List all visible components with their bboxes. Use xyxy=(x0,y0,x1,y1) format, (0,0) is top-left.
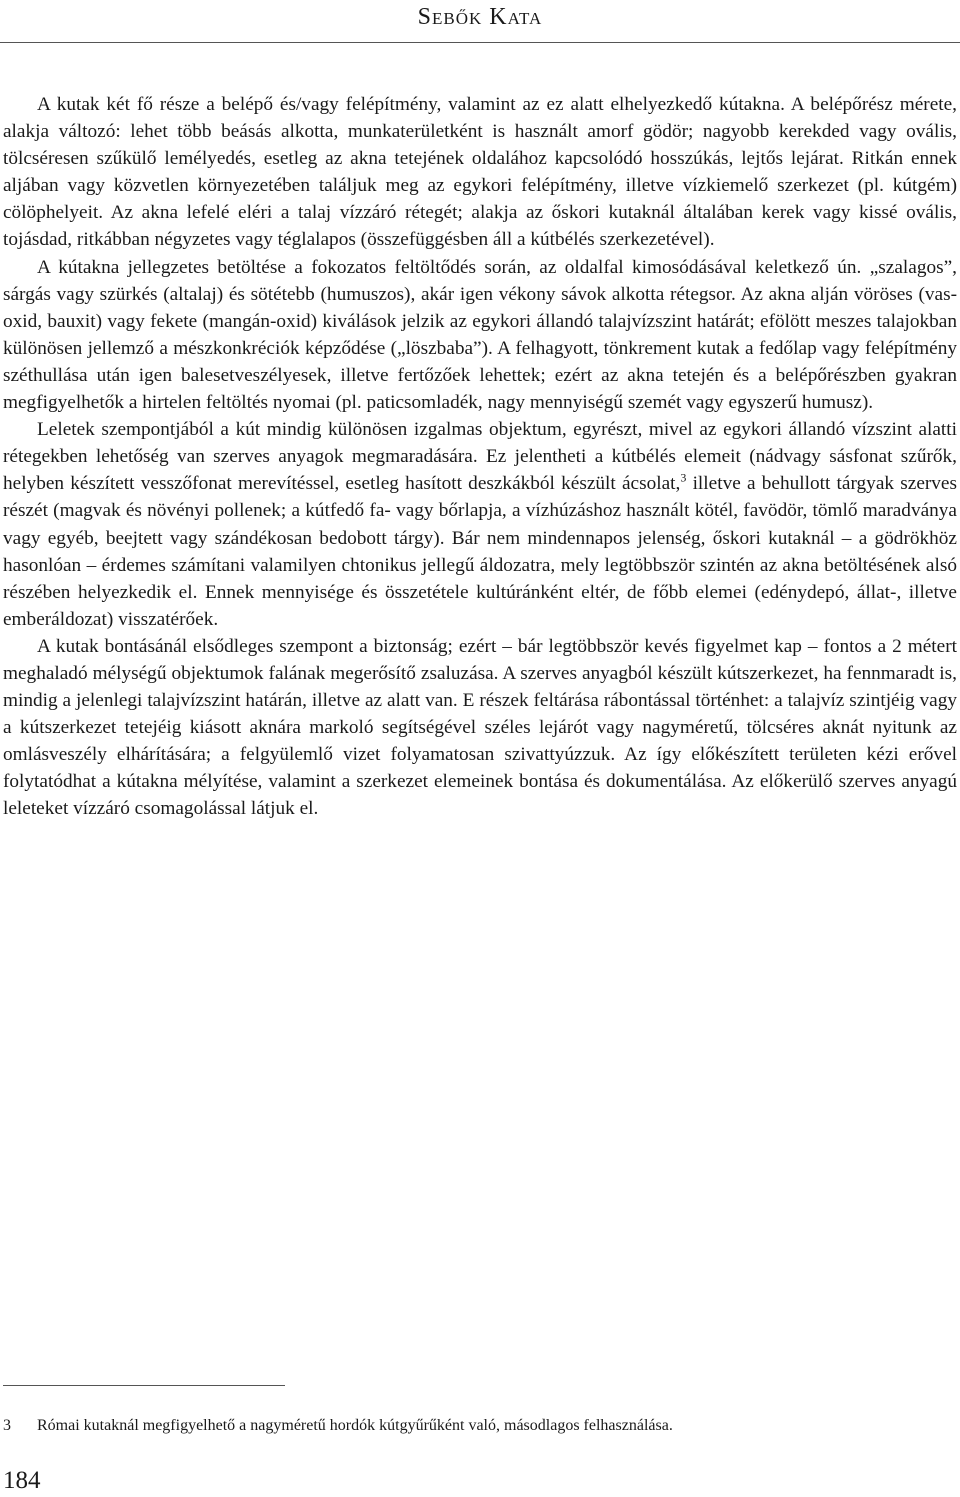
footnote xyxy=(3,1416,957,1436)
page-number: 184 xyxy=(3,1467,41,1494)
body-text xyxy=(3,91,957,823)
paragraph-3-text: Leletek szempontjából a kút mindig különösen izgalmas objektum, egyrészt, mivel az egykori állandó vízszint alatti rétegekben lehetőség van szerves anyagok megmaradására. Ez jelentheti a kútbélés elemeit (nádvagy sásfonat szűrők, helyben készített vesszőfonat merevítéssel, esetleg hasított deszkákból készült ácsolat, xyxy=(3,419,957,495)
footnote-reference[interactable]: 3 xyxy=(680,470,687,485)
header-rule xyxy=(0,42,960,43)
running-head: Sebők Kata xyxy=(417,4,543,30)
paragraph-1: A kutak két fő része a belépő és/vagy felépítmény, valamint az ez alatt elhelyezkedő kútakna. A belépőrész mérete, alakja változó: lehet több beásás alkotta, munkaterületként is használt amorf gödör; nagyobb kerekded vagy ovális, tölcséresen szűkülő lemélyedés, esetleg az akna tetejének oldalához kapcsolódó hosszúkás, lejtős lejárat. Ritkán ennek aljában vagy közvetlen környezetében találjuk meg az egykori felépítmény, illetve vízkiemelő szerkezet (pl. kútgém) cölöphelyeit. Az akna lefelé eléri a talaj vízzáró rétegét; alakja az őskori kutaknál általában kerek vagy kissé ovális, tojásdad, ritkábban négyzetes vagy téglalapos (összefüggésben áll a kútbélés szerkezetével). xyxy=(3,94,957,251)
paragraph-2: A kútakna jellegzetes betöltése a fokozatos feltöltődés során, az oldalfal kimosódásával keletkező ún. „szalagos”, sárgás vagy szürkés (altalaj) és sötétebb (humuszos), akár igen vékony sávok alkotta rétegsor. Az akna alján vöröses (vas-oxid, bauxit) vagy fekete (mangán-oxid) kiválások jelzik az egykori állandó talajvízszint határát; efölött meszes talajokban különösen jellemző a mészkonkréciók képződése („löszbaba”). A felhagyott, tönkrement kutak a fedőlap vagy felépítmény széthullása után igen balesetveszélyesek, illetve fertőzőek lehettek; ezért az akna tetején és a belépőrészben gyakran megfigyelhetők a hirtelen feltöltés nyomai (pl. paticsomladék, nagy mennyiségű szemét vagy egyszerű humusz). xyxy=(3,256,957,414)
footnote-rule xyxy=(3,1385,285,1386)
paragraph-4: A kutak bontásánál elsődleges szempont a biztonság; ezért – bár legtöbbször kevés figyelmet kap – fontos a 2 métert meghaladó mélységű objektumok falának megerősítő zsaluzása. A szerves anyagból készült kútszerkezet, ha fennmaradt is, mindig a jelenlegi talajvízszint határán, illetve az alatt van. E részek feltárása rábontással történhet: a talajvíz szintjéig vagy a kútszerkezet tetejéig kiásott aknára markoló segítségével széles lejárót vagy nagyméretű, tölcséres aknát nyitunk az omlásveszély elhárítására; a felgyülemlő vizet folyamatosan szivattyúzzuk. Az így előkészített területen kézi erővel folytatódhat a kútakna mélyítése, valamint a szerkezet elemeinek bontása és dokumentálása. Az előkerülő szerves anyagú leleteket vízzáró csomagolással látjuk el. xyxy=(3,635,957,820)
paragraph-3-continuation: illetve a behullott tárgyak szerves részét (magvak és növényi pollenek; a kútfedő fa- vagy bőrlapja, a vízhúzáshoz használt kötél, favödör, tömlő maradványa vagy egyéb, beejtett vagy szándékosan bedobott tárgy). Bár nem mindennapos jelenség, őskori kutaknál – a gödrökhöz hasonlóan – érdemes számítani valamilyen chtonikus jellegű áldozatra, mely legtöbbször szintén az akna betöltésének alsó részében helyezkedik el. Ennek mennyisége és összetétele kultúránként eltér, de főbb elemei (edénydepó, állat-, illetve emberáldozat) visszatérőek. xyxy=(3,473,957,630)
paragraph-3 xyxy=(3,416,957,633)
footnote-text: Római kutaknál megfigyelhető a nagyméretű hordók kútgyűrűként való, másodlagos felhasználása. xyxy=(37,1417,673,1434)
footnote-number: 3 xyxy=(3,1417,11,1434)
